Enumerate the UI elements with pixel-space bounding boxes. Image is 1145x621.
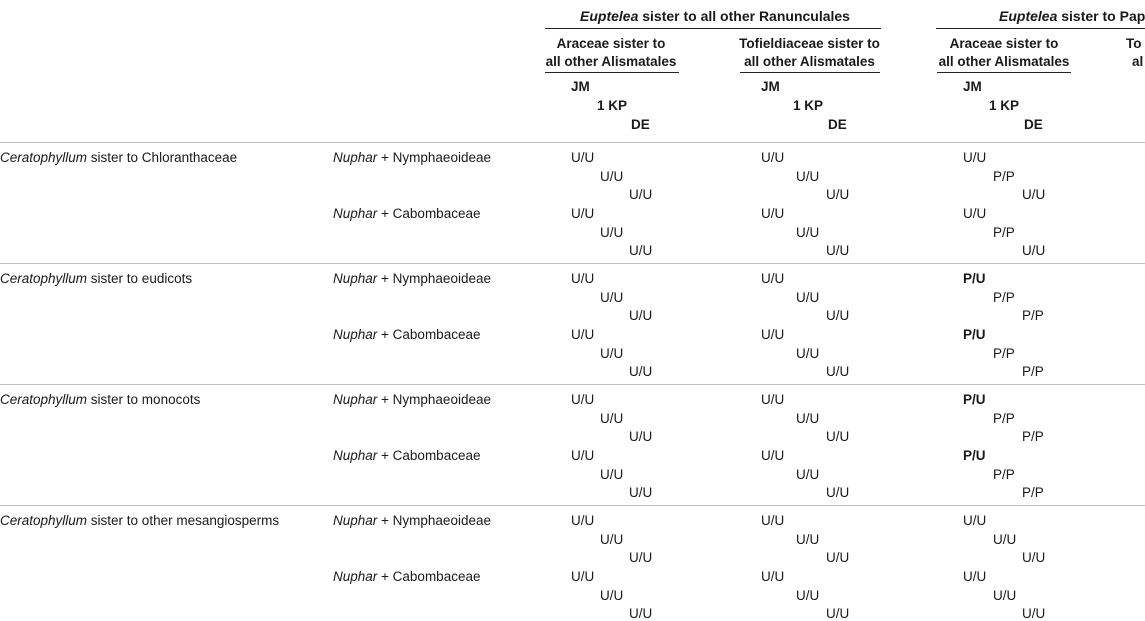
row-separator [0,142,1145,143]
result-cell: P/U [963,392,986,407]
code-de-2: DE [828,117,847,132]
result-cell: U/U [600,410,624,426]
result-cell: U/U [600,168,624,184]
result-cell: P/P [993,345,1015,361]
result-cell: U/U [761,327,785,342]
result-cell: U/U [1022,187,1046,202]
result-cell: U/U [796,410,820,426]
result-cell: U/U [761,271,785,286]
result-cell: U/U [600,531,624,547]
sub-label: Nuphar + Cabombaceae [333,327,481,342]
subheader-rule-3 [937,72,1071,73]
sub-label: Nuphar + Cabombaceae [333,569,481,584]
result-cell: U/U [761,513,785,528]
result-cell: U/U [571,327,595,342]
result-cell: U/U [629,429,653,444]
result-cell: P/P [993,289,1015,305]
result-cell: U/U [629,550,653,565]
result-cell: P/P [993,168,1015,184]
result-cell: U/U [826,485,850,500]
result-cell: U/U [1022,243,1046,258]
sub-label: Nuphar + Nymphaeoideae [333,150,491,165]
row-separator [0,263,1145,264]
result-cell: P/P [1022,429,1044,444]
code-de-3: DE [1024,117,1043,132]
sub-label: Nuphar + Nymphaeoideae [333,392,491,407]
subheader-araceae-1: Araceae sister to all other Alismatales [545,36,677,69]
result-cell: U/U [826,606,850,621]
result-cell: U/U [629,606,653,621]
result-cell: U/U [796,168,820,184]
code-1kp-3: 1 KP [989,98,1020,113]
result-cell: U/U [796,587,820,603]
result-cell: U/U [826,364,850,379]
code-jm-3: JM [963,79,982,94]
result-cell: U/U [571,271,595,286]
result-cell: U/U [993,587,1017,603]
result-cell: U/U [993,531,1017,547]
result-cell: U/U [1022,550,1046,565]
result-cell: U/U [826,550,850,565]
subheader-rule-2 [740,72,880,73]
result-cell: U/U [571,513,595,528]
result-cell: U/U [761,206,785,221]
result-cell: U/U [571,392,595,407]
code-1kp-2: 1 KP [793,98,824,113]
group-header-2: Euptelea sister to Pap [999,8,1145,24]
sub-label: Nuphar + Cabombaceae [333,448,481,463]
result-cell: U/U [796,289,820,305]
result-cell: U/U [826,429,850,444]
subheader-tofieldiaceae-1: Tofieldiaceae sister to all other Alismatales [739,36,880,69]
result-cell: U/U [796,466,820,482]
result-cell: U/U [629,187,653,202]
result-cell: P/U [963,448,986,463]
row-label: Ceratophyllum sister to monocots [0,392,201,407]
code-jm-2: JM [761,79,780,94]
row-label: Ceratophyllum sister to Chloranthaceae [0,150,238,165]
result-cell: U/U [571,206,595,221]
code-1kp-1: 1 KP [597,98,628,113]
result-cell: U/U [826,308,850,323]
result-cell: U/U [963,513,987,528]
result-cell: U/U [761,392,785,407]
result-cell: U/U [963,569,987,584]
group-rule-1 [545,28,881,29]
result-cell: U/U [571,150,595,165]
result-cell: U/U [629,308,653,323]
result-cell: U/U [571,569,595,584]
row-label: Ceratophyllum sister to eudicots [0,271,193,286]
result-cell: U/U [826,243,850,258]
result-cell: U/U [963,150,987,165]
result-cell: U/U [629,485,653,500]
subheader-tofieldiaceae-2: To al [1126,36,1144,69]
sub-label: Nuphar + Cabombaceae [333,206,481,221]
result-cell: U/U [796,531,820,547]
result-cell: U/U [796,345,820,361]
result-cell: P/P [1022,364,1044,379]
group-rule-2 [936,28,1145,29]
subheader-araceae-2: Araceae sister to all other Alismatales [938,36,1070,69]
subheader-rule-1 [545,72,679,73]
result-cell: U/U [761,569,785,584]
result-cell: U/U [600,466,624,482]
result-cell: U/U [629,364,653,379]
code-de-1: DE [631,117,650,132]
result-cell: U/U [761,150,785,165]
result-cell: U/U [629,243,653,258]
row-label: Ceratophyllum sister to other mesangiosperms [0,513,280,528]
result-cell: P/P [1022,485,1044,500]
code-jm-1: JM [571,79,590,94]
row-separator [0,384,1145,385]
result-cell: U/U [600,289,624,305]
result-cell: U/U [826,187,850,202]
result-cell: U/U [796,224,820,240]
result-cell: P/P [993,224,1015,240]
sub-label: Nuphar + Nymphaeoideae [333,513,491,528]
result-cell: U/U [600,587,624,603]
row-separator [0,505,1145,506]
result-cell: P/U [963,271,986,286]
result-cell: U/U [761,448,785,463]
result-cell: U/U [600,345,624,361]
result-cell: P/P [993,466,1015,482]
result-cell: U/U [571,448,595,463]
result-cell: P/U [963,327,986,342]
result-cell: U/U [1022,606,1046,621]
sub-label: Nuphar + Nymphaeoideae [333,271,491,286]
result-cell: P/P [1022,308,1044,323]
result-cell: U/U [600,224,624,240]
group-header-1: Euptelea sister to all other Ranunculales [580,8,850,24]
result-cell: P/P [993,410,1015,426]
result-cell: U/U [963,206,987,221]
